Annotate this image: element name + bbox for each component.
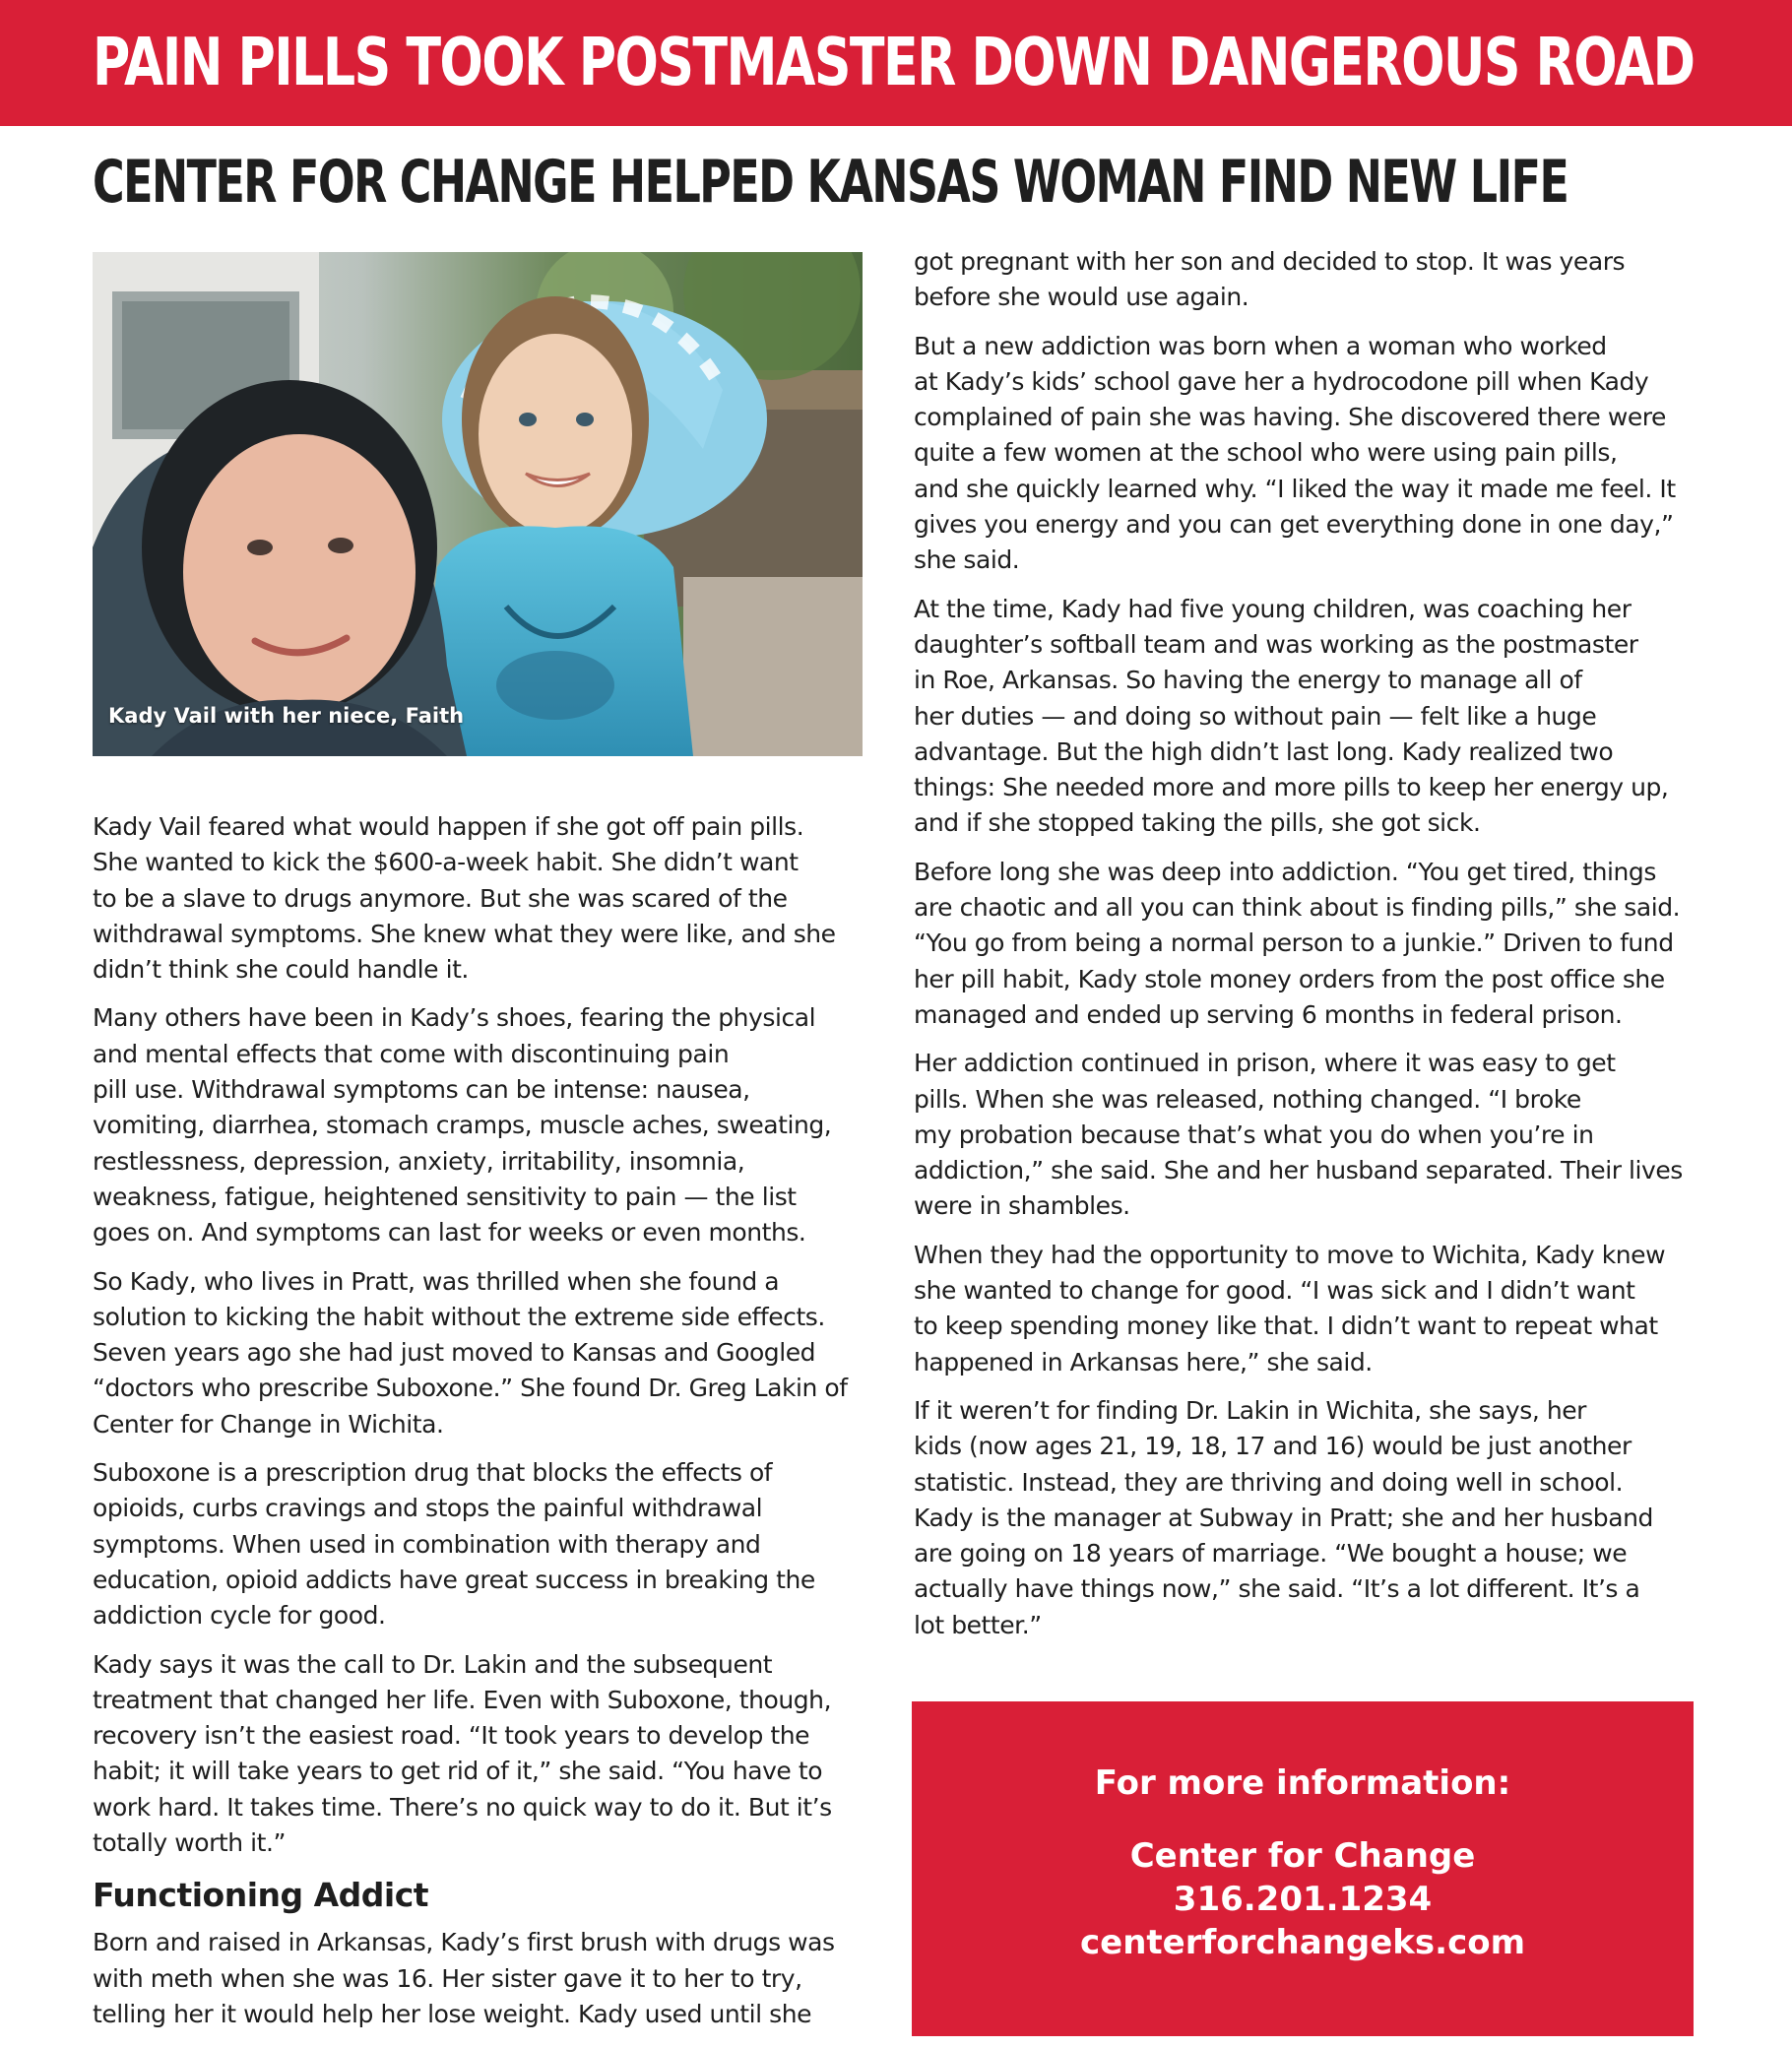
left-column	[93, 809, 870, 2045]
body-paragraph: Born and raised in Arkansas, Kady’s first brush with drugs was with meth when she was 16. Her sister gave it to her to try, telling her it would help her lose weight. Kady used until she	[93, 1928, 835, 2028]
section-heading: Functioning Addict	[93, 1876, 429, 1915]
info-phone: 316.201.1234	[1173, 1880, 1433, 1919]
right-column	[914, 244, 1706, 1656]
body-paragraph: If it weren’t for finding Dr. Lakin in Wichita, she says, her kids (now ages 21, 19, 18, 17 and 16) would be just another statistic. Instead, they are thriving and doing well in school. Kady is the manager at Subway in Pratt; she and her husband are going on 18 years of marriage. “We bought a house; we actually have things now,” she said. “It’s a lot different. It’s a lot better.”	[914, 1395, 1653, 1639]
headline: PAIN PILLS TOOK POSTMASTER DOWN DANGEROUS ROAD	[93, 24, 1695, 100]
body-paragraph: got pregnant with her son and decided to stop. It was years before she would use again.	[914, 247, 1626, 312]
article-photo	[93, 252, 863, 756]
body-paragraph: Suboxone is a prescription drug that blocks the effects of opioids, curbs cravings and stops the painful withdrawal symptoms. When used in combination with therapy and education, opioid addicts have great success in breaking the addiction cycle for good.	[93, 1458, 815, 1631]
body-paragraph: So Kady, who lives in Pratt, was thrilled when she found a solution to kicking the habit without the extreme side effects. Seven years ago she had just moved to Kansas and Googled “doctors who prescribe Suboxone.” She found Dr. Greg Lakin of Center for Change in Wichita.	[93, 1266, 848, 1439]
info-organization: Center for Change	[1129, 1836, 1476, 1876]
info-website: centerforchangeks.com	[1079, 1923, 1526, 1962]
photo-caption: Kady Vail with her niece, Faith	[108, 704, 465, 728]
subheadline: CENTER FOR CHANGE HELPED KANSAS WOMAN FIND NEW LIFE	[93, 148, 1568, 217]
body-paragraph: Before long she was deep into addiction. “You get tired, things are chaotic and all you can think about is finding pills,” she said. “You go from being a normal person to a junkie.” Driven to fund her pill habit, Kady stole money orders from the post office she managed and ended up serving 6 months in federal prison.	[914, 857, 1681, 1029]
info-box	[912, 1701, 1694, 2036]
photo-illustration	[93, 252, 863, 756]
body-paragraph: Kady Vail feared what would happen if she got off pain pills. She wanted to kick the $600-a-week habit. She didn’t want to be a slave to drugs anymore. But she was scared of the withdrawal symptoms. She knew what they were like, and she didn’t think she could handle it.	[93, 812, 836, 985]
info-heading: For more information:	[1094, 1763, 1511, 1803]
body-paragraph: When they had the opportunity to move to Wichita, Kady knew she wanted to change for good. “I was sick and I didn’t want to keep spending money like that. I didn’t want to repeat what happened in Arkansas here,” she said.	[914, 1240, 1666, 1376]
headline-banner	[0, 0, 1792, 126]
body-paragraph: Many others have been in Kady’s shoes, fearing the physical and mental effects that come with discontinuing pain pill use. Withdrawal symptoms can be intense: nausea, vomiting, diarrhea, stomach cramps, muscle aches, sweating, restlessness, depression, anxiety, irritability, insomnia, weakness, fatigue, heightened sensitivity to pain — the list goes on. And symptoms can last for weeks or even months.	[93, 1003, 832, 1248]
body-paragraph: Her addiction continued in prison, where it was easy to get pills. When she was released, nothing changed. “I broke my probation because that’s what you do when you’re in addiction,” she said. She and her husband separated. Their lives were in shambles.	[914, 1049, 1683, 1221]
body-paragraph: But a new addiction was born when a woman who worked at Kady’s kids’ school gave her a hydrocodone pill when Kady complained of pain she was having. She discovered there were quite a few women at the school who were using pain pills, and she quickly learned why. “I liked the way it made me feel. It gives you energy and you can get everything done in one day,” she said.	[914, 331, 1676, 575]
body-paragraph: Kady says it was the call to Dr. Lakin and the subsequent treatment that changed her life. Even with Suboxone, though, recovery isn’t the easiest road. “It took years to develop the habit; it will take years to get rid of it,” she said. “You have to work hard. It takes time. There’s no quick way to do it. But it’s totally worth it.”	[93, 1649, 832, 1858]
body-paragraph: At the time, Kady had five young children, was coaching her daughter’s softball team and was working as the postmaster in Roe, Arkansas. So having the energy to manage all of her duties — and doing so without pain — felt like a huge advantage. But the high didn’t last long. Kady realized two things: She needed more and more pills to keep her energy up, and if she stopped taking the pills, she got sick.	[914, 594, 1669, 838]
